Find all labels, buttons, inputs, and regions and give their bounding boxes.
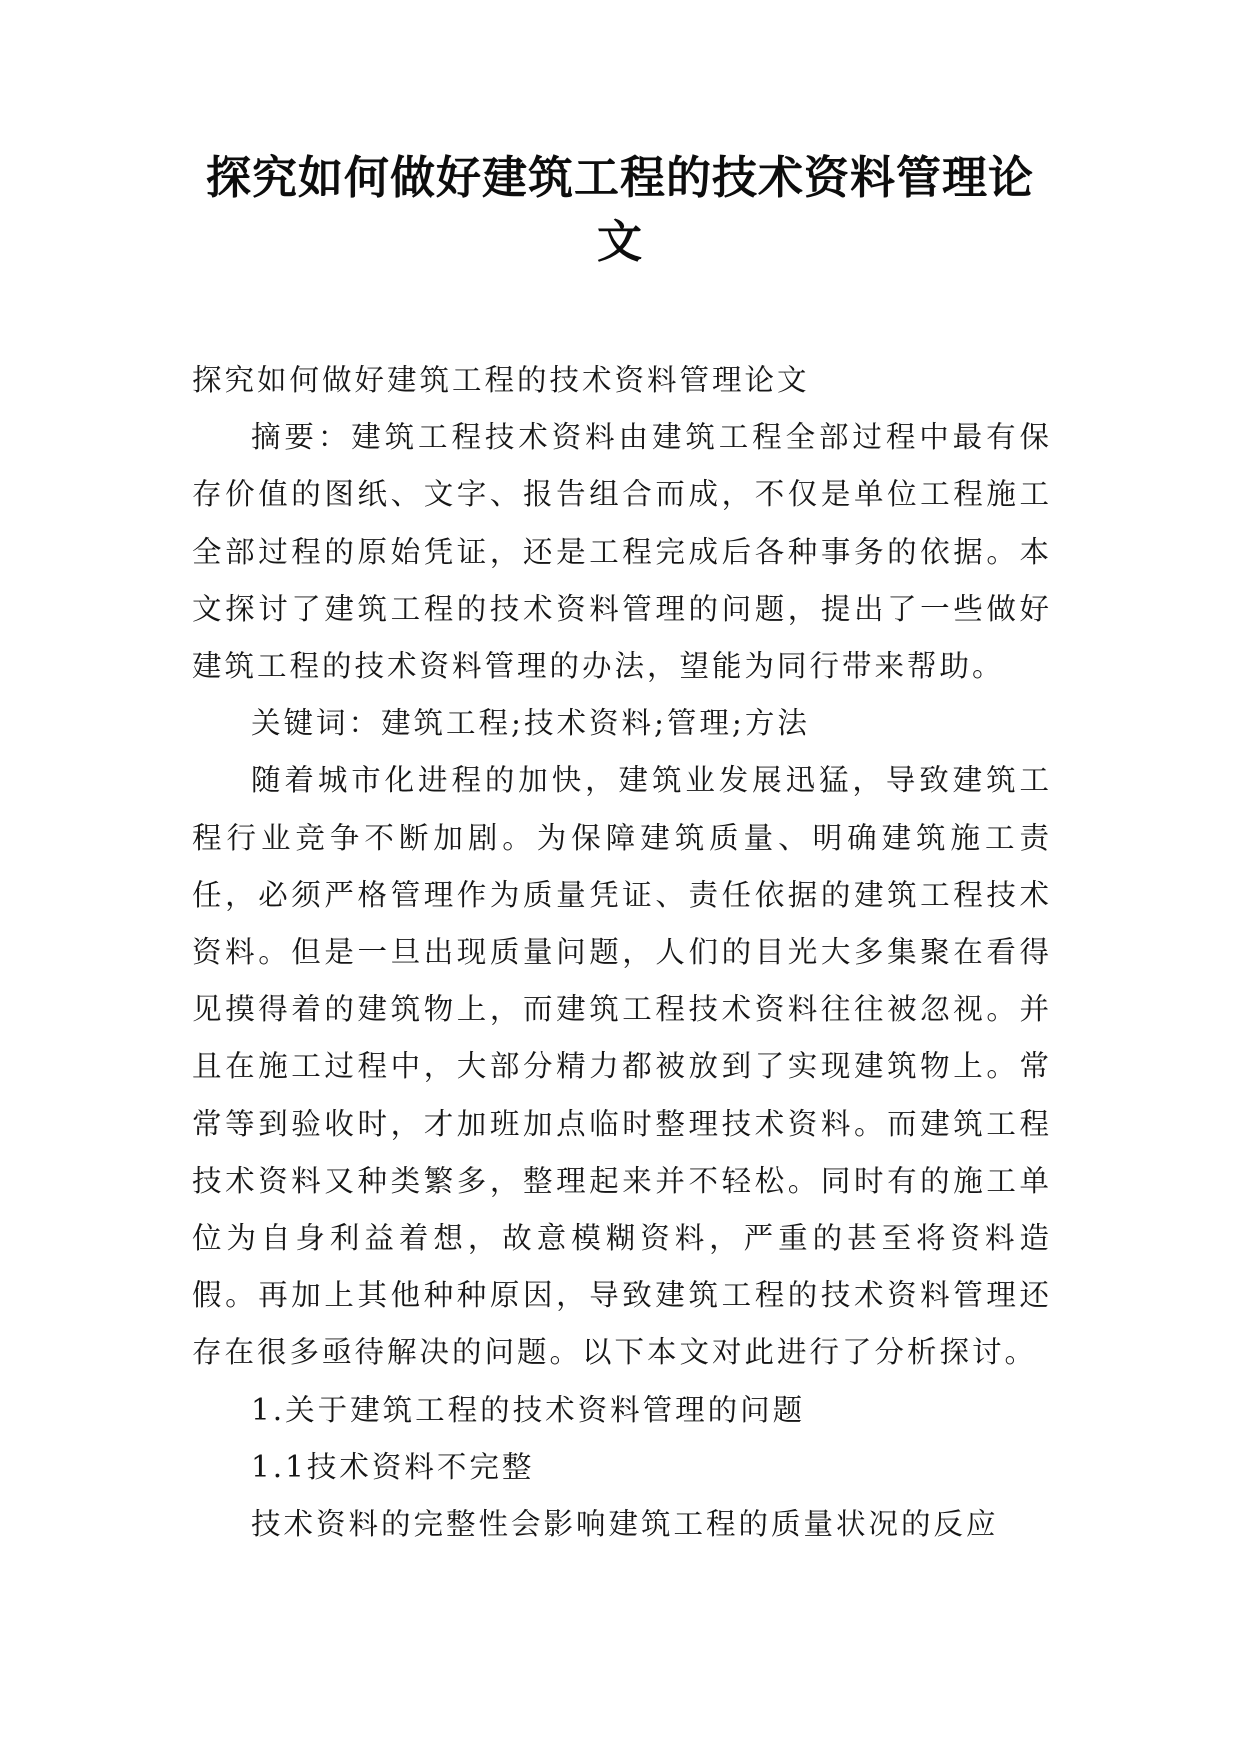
keywords-paragraph: 关键词：建筑工程;技术资料;管理;方法 [251, 706, 810, 741]
document-title: 探究如何做好建筑工程的技术资料管理论文 [205, 151, 1034, 268]
intro-paragraph: 随着城市化进程的加快，建筑业发展迅猛，导致建筑工程行业竞争不断加剧。为保障建筑质量、明确建筑施工责任，必须严格管理作为质量凭证、责任依据的建筑工程技术资料。但是一旦出现质量问题，人们的目光大多集聚在看得见摸得着的建筑物上，而建筑工程技术资料往往被忽视。并且在施工过程中，大部分精力都被放到了实现建筑物上。常常等到验收时，才加班加点临时整理技术资料。而建筑工程技术资料又种类繁多，整理起来并不轻松。同时有的施工单位为自身利益着想，故意模糊资料，严重的甚至将资料造假。再加上其他种种原因，导致建筑工程的技术资料管理还存在很多亟待解决的问题。以下本文对此进行了分析探讨。 [192, 763, 1052, 1370]
body-heading: 探究如何做好建筑工程的技术资料管理论文 [192, 363, 810, 397]
section-heading: 1.关于建筑工程的技术资料管理的问题 [251, 1392, 806, 1427]
document-body [192, 352, 1052, 1553]
subsection-heading: 1.1技术资料不完整 [251, 1449, 535, 1484]
section-paragraph: 技术资料的完整性会影响建筑工程的质量状况的反应 [251, 1507, 999, 1542]
abstract-paragraph: 摘要：建筑工程技术资料由建筑工程全部过程中最有保存价值的图纸、文字、报告组合而成，不仅是单位工程施工全部过程的原始凭证，还是工程完成后各种事务的依据。本文探讨了建筑工程的技术资料管理的问题，提出了一些做好建筑工程的技术资料管理的办法，望能为同行带来帮助。 [192, 420, 1052, 684]
